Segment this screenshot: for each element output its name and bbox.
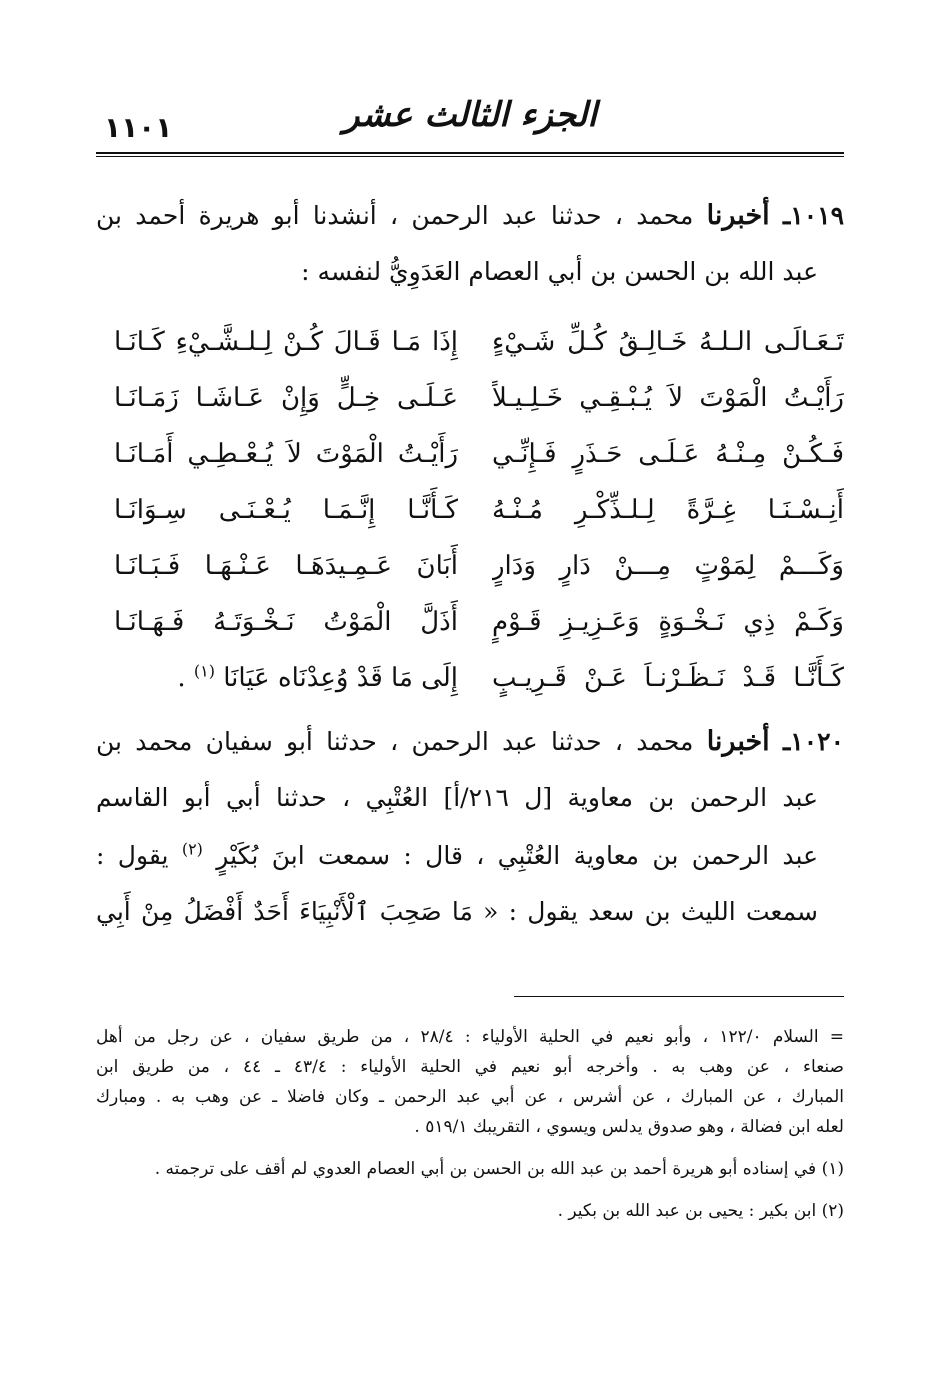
poem-verse xyxy=(96,374,844,422)
hadith-keyword: أخبرنا xyxy=(706,200,770,231)
verse-first-hemistich: فَـكُـنْ مِـنْـهُ عَـلَـى حَـذَرٍ فَـإِنِّـي xyxy=(492,439,844,469)
footnote-reference[interactable]: (٢) xyxy=(181,839,203,859)
footnote-continuation-line: المبارك ، عن المبارك ، عن أشرس ، عن أبي عبد الرحمن ـ وكان فاضلا ـ عن وهب به . ومبارك xyxy=(96,1087,844,1107)
poem-verse xyxy=(96,542,844,590)
running-title: الجزء الثالث عشر xyxy=(343,95,597,135)
hadith-1020-line-3 xyxy=(96,834,818,878)
verse-second-hemistich: عَـلَـى خِـلٍّ وَإِنْ عَـاشَـا زَمَـانَـا xyxy=(114,383,458,413)
hadith-number: ١٠٢٠ـ xyxy=(782,727,844,756)
hadith-1020-line-4: سمعت الليث بن سعد يقول : « مَا صَحِبَ ٱلْأَنْبِيَاءَ أَحَدٌ أَفْضَلُ مِنْ أَبِي xyxy=(96,897,818,926)
footnote-separator xyxy=(514,996,844,997)
footnote-marker: (١) xyxy=(821,1159,844,1179)
verse-second-hemistich: أَبَانَ عَـمِـيدَهَـا عَـنْـهَـا فَـبَـانَـا xyxy=(114,551,458,581)
verse-first-hemistich: كَـأَنَّـا قَـدْ نَـظَـرْنـاَ عَـنْ قَـرِيـبٍ xyxy=(492,663,844,693)
poem-verse xyxy=(96,654,844,702)
verse-first-hemistich: وَكَـمْ ذِي نَـخْـوَةٍ وَعَـزِيـزِ قَـوْمٍ xyxy=(492,607,844,637)
hadith-number: ١٠١٩ـ xyxy=(782,201,844,230)
page-number: ١١٠١ xyxy=(104,111,173,144)
verse-first-hemistich: وَكَـــمْ لِمَوْتٍ مِـــنْ دَارٍ وَدَارٍ xyxy=(492,551,844,581)
footnote-1 xyxy=(96,1154,844,1184)
hadith-text: عبد الرحمن بن معاوية العُتْبِي ، قال : سمعت ابنَ بُكَيْرٍ xyxy=(216,841,818,870)
verse-second-hemistich xyxy=(114,654,458,702)
poem-verse xyxy=(96,318,844,366)
footnote-continuation-line: = السلام ١٢٢/٠ ، وأبو نعيم في الحلية الأولياء : ٢٨/٤ ، من طريق سفيان ، عن رجل من أهل xyxy=(96,1027,844,1047)
header-rule xyxy=(96,152,844,157)
hadith-1020-line-2: عبد الرحمن بن معاوية [ل ٢١٦/أ] العُتْبِي ، حدثنا أبي أبو القاسم xyxy=(96,783,818,812)
verse-second-hemistich: إِذَا مَـا قَـالَ كُـنْ لِـلـشَّـيْءِ كَـانَـا xyxy=(114,327,458,357)
verse-end-mark: . xyxy=(177,663,194,693)
verse-first-hemistich: رَأَيْـتُ الْمَوْتَ لاَ يُـبْـقِـي خَـلِـيـلاً xyxy=(492,383,844,413)
hadith-keyword: أخبرنا xyxy=(706,726,770,757)
poem-verse xyxy=(96,486,844,534)
verse-second-hemistich: أَذَلَّ الْمَوْتُ نَـخْـوَتَـهُ فَـهَـانَـا xyxy=(114,607,458,637)
verse-second-hemistich: كَـأَنَّـا إِنَّـمَـا يُـعْـنَـى سِـوَانَـا xyxy=(114,495,458,525)
footnote-continuation-line: صنعاء ، عن وهب به . وأخرجه أبو نعيم في الحلية الأولياء : ٤٣/٤ ـ ٤٤ ، من طريق ابن xyxy=(96,1057,844,1077)
hadith-1020-line-1 xyxy=(96,720,844,764)
footnote-2 xyxy=(96,1196,844,1226)
poem-verse xyxy=(96,598,844,646)
verse-second-hemistich: رَأَيْـتُ الْمَوْتَ لاَ يُـعْـطِـي أَمَـانَـا xyxy=(114,439,458,469)
footnote-text: في إسناده أبو هريرة أحمد بن عبد الله بن الحسن بن أبي العصام العدوي لم أقف على ترجمته . xyxy=(154,1159,822,1179)
hadith-text: محمد ، حدثنا عبد الرحمن ، أنشدنا أبو هريرة أحمد بن xyxy=(96,201,694,230)
verse-first-hemistich: تَـعَـالَـى الـلـهُ خَـالِـقُ كُـلِّ شَـيْءٍ xyxy=(492,327,844,357)
hadith-1019-line-1 xyxy=(96,194,844,238)
hadith-text: محمد ، حدثنا عبد الرحمن ، حدثنا أبو سفيان محمد بن xyxy=(96,727,694,756)
verse-first-hemistich: أَنِـسْـنَـا غِـرَّةً لِـلـذِّكْـرِ مُـنْـهُ xyxy=(492,495,844,525)
footnote-continuation-line: لعله ابن فضالة ، وهو صدوق يدلس ويسوي ، التقريبك ٥١٩/١ . xyxy=(414,1117,844,1137)
hadith-1019-line-2: عبد الله بن الحسن بن أبي العصام العَدَوِيُّ لنفسه : xyxy=(301,257,818,286)
hadith-text: يقول : xyxy=(96,841,169,870)
footnote-text: ابن بكير : يحيى بن عبد الله بن بكير . xyxy=(557,1201,822,1221)
verse-text: إِلَى مَا قَدْ وُعِدْنَاه عَيَانَا xyxy=(223,663,458,693)
footnote-marker: (٢) xyxy=(821,1201,844,1221)
poem-verse xyxy=(96,430,844,478)
footnote-reference[interactable]: (١) xyxy=(193,661,215,681)
